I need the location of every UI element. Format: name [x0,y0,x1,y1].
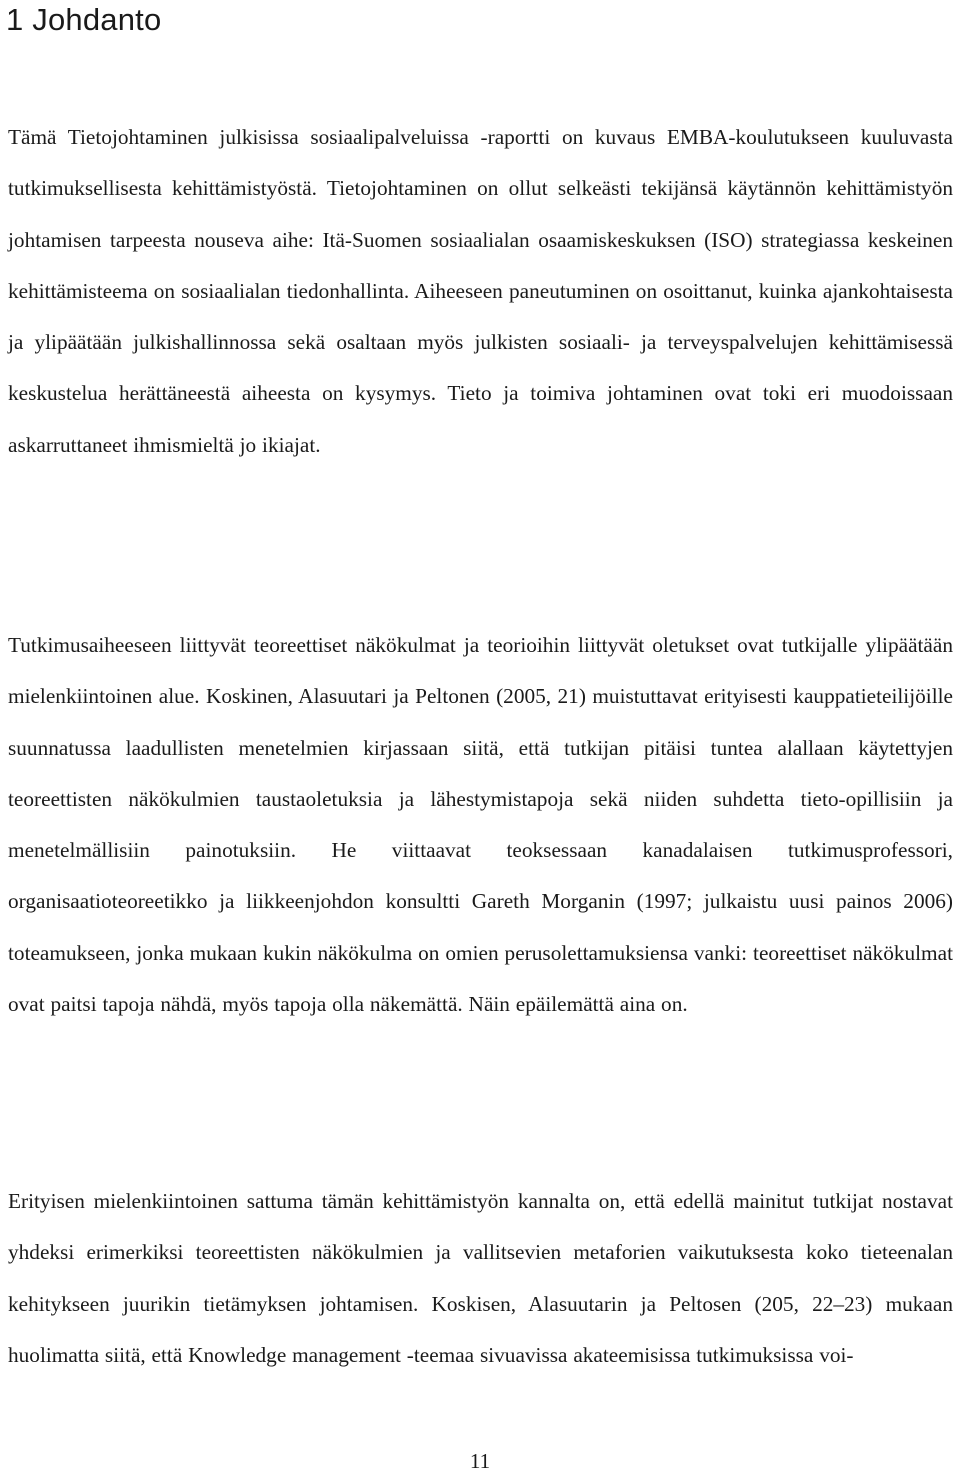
paragraph-intro: Tämä Tietojohtaminen julkisissa sosiaalipalveluissa -raportti on kuvaus EMBA-koulutukseen kuuluvasta tutkimuksellisesta kehittämistyöstä. Tietojohtaminen on ollut selkeästi tekijänsä käytännön kehittämistyön johtamisen tarpeesta nouseva aihe: Itä-Suomen sosiaalialan osaamiskeskuksen (ISO) strategiassa keskeinen kehittämisteema on sosiaalialan tiedonhallinta. Aiheeseen paneutuminen on osoittanut, kuinka ajankohtaisesta ja ylipäätään julkishallinnossa sekä osaltaan myös julkisten sosiaali- ja terveyspalvelujen kehittämisessä keskustelua herättäneestä aiheesta on kysymys. Tieto ja toimiva johtaminen ovat toki eri muodoissaan askarruttaneet ihmismieltä jo ikiajat. [8,125,953,457]
page-title: 1 Johdanto [6,2,162,37]
paragraph-coincidence: Erityisen mielenkiintoinen sattuma tämän kehittämistyön kannalta on, että edellä mainitut tutkijat nostavat yhdeksi erimerkiksi teoreettisten näkökulmien ja vallitsevien metaforien vaikutuksesta koko tieteenalan kehitykseen juurikin tietämyksen johtamisen. Koskisen, Alasuutarin ja Peltosen (205, 22–23) mukaan huolimatta siitä, että Knowledge management -teemaa sivuavissa akateemisissa tutkimuksissa voi- [8,1189,953,1367]
page-number: 11 [469,1449,491,1473]
paragraph-theoretical-perspectives: Tutkimusaiheeseen liittyvät teoreettiset näkökulmat ja teorioihin liittyvät oletukset ovat tutkijalle ylipäätään mielenkiintoinen alue. Koskinen, Alasuutari ja Peltonen (2005, 21) muistuttavat erityisesti kauppatieteilijöille suunnatussa laadullisten menetelmien kirjassaan siitä, että tutkijan pitäisi tuntea alallaan käytettyjen teoreettisten näkökulmien taustaoletuksia ja lähestymistapoja sekä niiden suhdetta tieto-opillisiin ja menetelmällisiin painotuksiin. He viittaavat teoksessaan kanadalaisen tutkimusprofessori, organisaatioteoreetikko ja liikkeenjohdon konsultti Gareth Morganin (1997; julkaistu uusi painos 2006) toteamukseen, jonka mukaan kukin näkökulma on omien perusolettamuksiensa vanki: teoreettiset näkökulmat ovat paitsi tapoja nähdä, myös tapoja olla näkemättä. Näin epäilemättä aina on. [8,633,953,1017]
